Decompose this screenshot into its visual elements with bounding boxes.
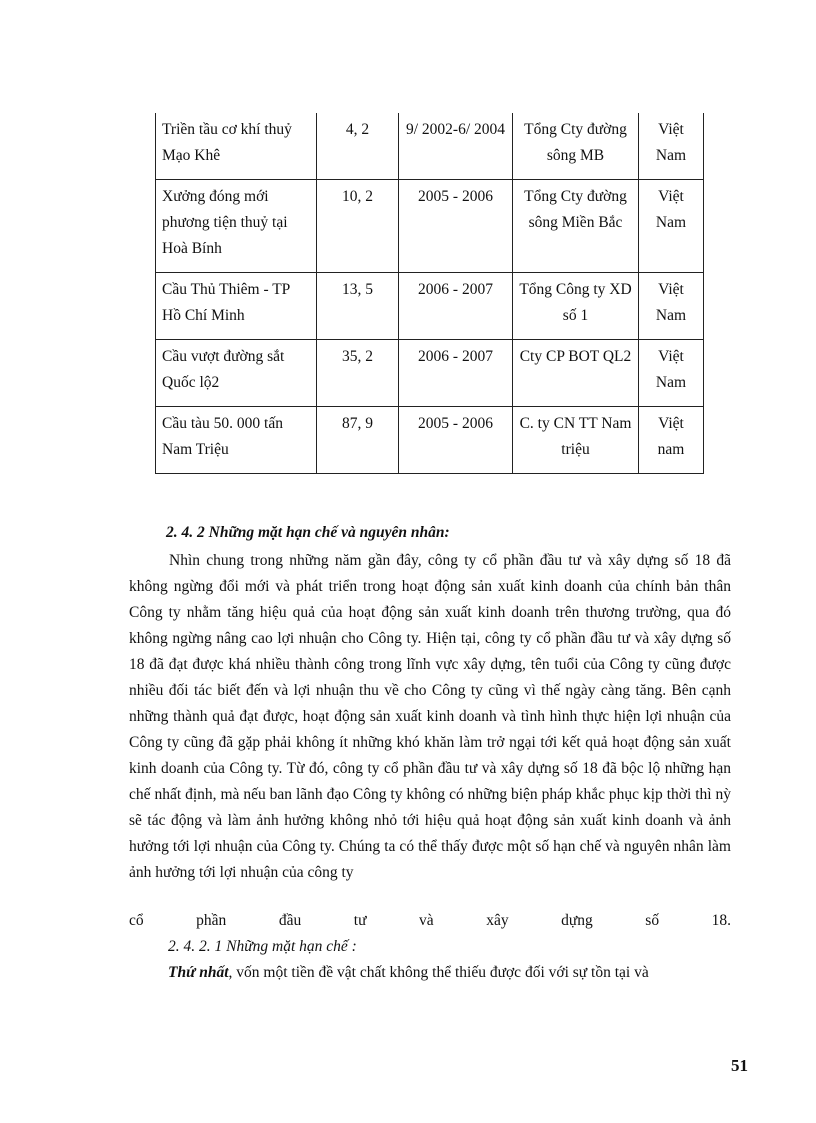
cell-country: Việt Nam bbox=[639, 180, 704, 273]
cell-country: Việt Nam bbox=[639, 340, 704, 407]
last-line-word: và bbox=[419, 912, 434, 929]
projects-table-body bbox=[156, 113, 704, 474]
cell-capital: 10, 2 bbox=[317, 180, 399, 273]
cell-capital: 13, 5 bbox=[317, 273, 399, 340]
cell-name: Xưởng đóng mới phương tiện thuỷ tại Hoà Bính bbox=[156, 180, 317, 273]
page-number: 51 bbox=[731, 1056, 748, 1075]
cell-capital: 87, 9 bbox=[317, 407, 399, 474]
last-line-word: đầu bbox=[278, 912, 302, 929]
cell-time: 2005 - 2006 bbox=[399, 407, 513, 474]
last-line-word: cổ bbox=[129, 912, 144, 929]
table-row bbox=[156, 273, 704, 340]
last-line-word: xây bbox=[486, 912, 509, 929]
table-row bbox=[156, 113, 704, 180]
cell-capital: 35, 2 bbox=[317, 340, 399, 407]
cell-name: Cầu vượt đường sắt Quốc lộ2 bbox=[156, 340, 317, 407]
table-row bbox=[156, 340, 704, 407]
cell-time: 9/ 2002-6/ 2004 bbox=[399, 113, 513, 180]
cell-name: Cầu Thủ Thiêm - TP Hồ Chí Minh bbox=[156, 273, 317, 340]
cell-owner: Tổng Công ty XD số 1 bbox=[513, 273, 639, 340]
cell-time: 2006 - 2007 bbox=[399, 340, 513, 407]
last-line-word: phần bbox=[196, 912, 227, 929]
cell-owner: Tổng Cty đường sông MB bbox=[513, 113, 639, 180]
last-line-word: số bbox=[645, 912, 660, 929]
cell-owner: Cty CP BOT QL2 bbox=[513, 340, 639, 407]
table-row bbox=[156, 180, 704, 273]
cell-name: Triền tầu cơ khí thuỷ Mạo Khê bbox=[156, 113, 317, 180]
section-heading: 2. 4. 2 Những mặt hạn chế và nguyên nhân: bbox=[166, 524, 450, 541]
cell-owner: Tổng Cty đường sông Miền Bắc bbox=[513, 180, 639, 273]
cell-country: Việt Nam bbox=[639, 113, 704, 180]
last-line-word: dựng bbox=[561, 912, 593, 929]
projects-table bbox=[155, 113, 704, 474]
paragraph-last-line bbox=[129, 912, 731, 930]
cell-capital: 4, 2 bbox=[317, 113, 399, 180]
last-line-word: 18. bbox=[711, 912, 731, 929]
cell-owner: C. ty CN TT Nam triệu bbox=[513, 407, 639, 474]
final-text: , vốn một tiền đề vật chất không thể thiếu được đối với sự tồn tại và bbox=[228, 964, 649, 981]
last-line-word: tư bbox=[353, 912, 367, 929]
final-paragraph bbox=[168, 964, 731, 982]
cell-country: Việt Nam bbox=[639, 273, 704, 340]
subsection-heading: 2. 4. 2. 1 Những mặt hạn chế : bbox=[168, 938, 357, 955]
body-paragraph bbox=[129, 548, 731, 886]
final-bold-lead: Thứ nhất bbox=[168, 964, 229, 981]
cell-name: Cầu tàu 50. 000 tấn Nam Triệu bbox=[156, 407, 317, 474]
table-row bbox=[156, 407, 704, 474]
cell-time: 2006 - 2007 bbox=[399, 273, 513, 340]
cell-time: 2005 - 2006 bbox=[399, 180, 513, 273]
cell-country: Việt nam bbox=[639, 407, 704, 474]
paragraph-text: Nhìn chung trong những năm gần đây, công ty cổ phần đầu tư và xây dựng số 18 đã không ngừng đổi mới và phát triển trong hoạt động sản xuất kinh doanh của chính bản thân Công ty nhằm tăng hiệu quả của hoạt động sản xuất kinh doanh trên thương trường, qua đó không ngừng nâng cao lợi nhuận cho Công ty. Hiện tại, công ty cổ phần đầu tư và xây dựng số 18 đã đạt được khá nhiều thành công trong lĩnh vực xây dựng, tên tuổi của Công ty cũng được nhiều đối tác biết đến và lợi nhuận thu về cho Công ty cũng vì thế ngày càng tăng. Bên cạnh những thành quả đạt được, hoạt động sản xuất kinh doanh và tình hình thực hiện lợi nhuận của Công ty cũng đã gặp phải không ít những khó khăn làm trở ngại tới kết quả hoạt động sản xuất kinh doanh của Công ty. Từ đó, công ty cổ phần đầu tư và xây dựng số 18 đã bộc lộ những hạn chế nhất định, mà nếu ban lãnh đạo Công ty không có những biện pháp khắc phục kịp thời thì nỳ sẽ tác động và làm ảnh hưởng không nhỏ tới hiệu quả hoạt động sản xuất kinh doanh và ảnh hưởng tới lợi nhuận của Công ty. Chúng ta có thể thấy được một số hạn chế và nguyên nhân làm ảnh hưởng tới lợi nhuận của công ty bbox=[129, 552, 731, 881]
